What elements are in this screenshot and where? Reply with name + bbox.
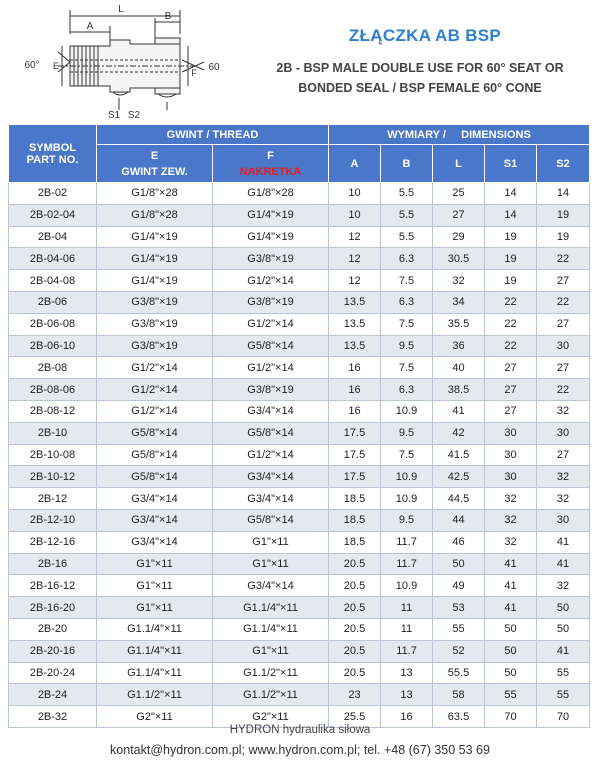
drawing-angle-left: 60°: [24, 60, 40, 71]
cell-thread-f: G1/2"×14: [213, 313, 329, 335]
table-row: [9, 618, 590, 640]
cell-thread-f: G1"×11: [213, 553, 329, 575]
cell-dim-s1: 50: [485, 640, 537, 662]
cell-thread-e: G1"×11: [97, 575, 213, 597]
cell-dim-a: 13.5: [329, 291, 381, 313]
cell-thread-e: G1/8"×28: [97, 204, 213, 226]
page-title: ZŁĄCZKA AB BSP: [348, 26, 502, 45]
cell-dim-l: 41.5: [433, 444, 485, 466]
cell-dim-l: 46: [433, 531, 485, 553]
cell-thread-e: G1.1/4"×11: [97, 662, 213, 684]
cell-dim-b: 16: [381, 706, 433, 728]
table-row: [9, 291, 590, 313]
cell-dim-a: 12: [329, 270, 381, 292]
cell-dim-s2: 27: [537, 270, 590, 292]
cell-dim-b: 9.5: [381, 335, 433, 357]
header-symbol: SYMBOL PART NO.: [9, 125, 97, 183]
cell-symbol: 2B-10-08: [9, 444, 97, 466]
cell-dim-s2: 30: [537, 422, 590, 444]
cell-thread-f: G5/8"×14: [213, 335, 329, 357]
cell-symbol: 2B-06: [9, 291, 97, 313]
cell-thread-e: G1/4"×19: [97, 226, 213, 248]
cell-thread-e: G1.1/4"×11: [97, 618, 213, 640]
cell-symbol: 2B-06-08: [9, 313, 97, 335]
cell-thread-e: G2"×11: [97, 706, 213, 728]
cell-thread-e: G3/4"×14: [97, 531, 213, 553]
table-row: [9, 400, 590, 422]
cell-symbol: 2B-16-12: [9, 575, 97, 597]
cell-thread-f: G1/2"×14: [213, 357, 329, 379]
cell-dim-a: 18.5: [329, 531, 381, 553]
cell-dim-a: 20.5: [329, 597, 381, 619]
cell-thread-e: G1"×11: [97, 553, 213, 575]
cell-dim-b: 10.9: [381, 466, 433, 488]
cell-dim-s2: 19: [537, 226, 590, 248]
table-row: [9, 662, 590, 684]
cell-thread-f: G1.1/4"×11: [213, 618, 329, 640]
cell-thread-f: G1.1/2"×11: [213, 662, 329, 684]
cell-dim-l: 50: [433, 553, 485, 575]
cell-thread-f: G3/4"×14: [213, 466, 329, 488]
header-s1: S1: [485, 145, 537, 183]
cell-thread-e: G1.1/2"×11: [97, 684, 213, 706]
drawing-label-b: B: [164, 11, 172, 22]
footer-company: HYDRON hydraulika siłowa: [229, 724, 371, 736]
drawing-angle-right: 60: [208, 62, 220, 73]
cell-thread-e: G1/2"×14: [97, 400, 213, 422]
drawing-label-f: F: [191, 68, 197, 78]
cell-thread-f: G5/8"×14: [213, 422, 329, 444]
cell-dim-b: 9.5: [381, 509, 433, 531]
table-row: [9, 466, 590, 488]
table-row: [9, 204, 590, 226]
cell-dim-s1: 70: [485, 706, 537, 728]
cell-dim-s1: 30: [485, 444, 537, 466]
cell-dim-b: 7.5: [381, 444, 433, 466]
drawing-label-l: L: [118, 4, 124, 15]
cell-thread-e: G3/4"×14: [97, 509, 213, 531]
cell-thread-e: G5/8"×14: [97, 466, 213, 488]
cell-thread-f: G1/2"×14: [213, 444, 329, 466]
cell-dim-l: 36: [433, 335, 485, 357]
drawing-label-e: E: [52, 61, 60, 71]
cell-dim-b: 13: [381, 662, 433, 684]
cell-dim-a: 13.5: [329, 313, 381, 335]
cell-dim-s2: 32: [537, 400, 590, 422]
cell-dim-s1: 30: [485, 422, 537, 444]
cell-dim-s2: 32: [537, 466, 590, 488]
cell-dim-l: 44.5: [433, 488, 485, 510]
cell-dim-b: 7.5: [381, 313, 433, 335]
cell-dim-s1: 27: [485, 379, 537, 401]
cell-dim-s2: 22: [537, 248, 590, 270]
cell-thread-f: G1/2"×14: [213, 270, 329, 292]
cell-dim-s2: 22: [537, 291, 590, 313]
cell-symbol: 2B-24: [9, 684, 97, 706]
cell-symbol: 2B-20: [9, 618, 97, 640]
cell-dim-l: 58: [433, 684, 485, 706]
cell-dim-s2: 22: [537, 379, 590, 401]
cell-dim-s2: 14: [537, 183, 590, 205]
cell-thread-f: G3/4"×14: [213, 400, 329, 422]
cell-dim-l: 53: [433, 597, 485, 619]
header-b: B: [381, 145, 433, 183]
cell-dim-b: 11.7: [381, 640, 433, 662]
cell-dim-s2: 70: [537, 706, 590, 728]
cell-symbol: 2B-20-16: [9, 640, 97, 662]
cell-dim-b: 6.3: [381, 291, 433, 313]
cell-thread-f: G2"×11: [213, 706, 329, 728]
cell-symbol: 2B-08-06: [9, 379, 97, 401]
table-row: [9, 597, 590, 619]
cell-dim-l: 25: [433, 183, 485, 205]
table-row: [9, 509, 590, 531]
cell-symbol: 2B-20-24: [9, 662, 97, 684]
table-body: [9, 183, 590, 728]
table-row: [9, 422, 590, 444]
cell-dim-s2: 30: [537, 509, 590, 531]
cell-dim-l: 52: [433, 640, 485, 662]
cell-dim-a: 16: [329, 400, 381, 422]
cell-dim-s1: 32: [485, 531, 537, 553]
cell-dim-l: 41: [433, 400, 485, 422]
cell-thread-e: G5/8"×14: [97, 444, 213, 466]
cell-thread-f: G1/4"×19: [213, 204, 329, 226]
page-subtitle: [250, 58, 590, 98]
cell-dim-l: 44: [433, 509, 485, 531]
cell-dim-s2: 41: [537, 531, 590, 553]
cell-thread-e: G1"×11: [97, 597, 213, 619]
cell-dim-s1: 14: [485, 183, 537, 205]
cell-dim-s1: 55: [485, 684, 537, 706]
cell-dim-a: 12: [329, 248, 381, 270]
table-row: [9, 313, 590, 335]
drawing-label-s2: S2: [127, 110, 141, 120]
cell-dim-s2: 32: [537, 575, 590, 597]
cell-dim-a: 17.5: [329, 466, 381, 488]
cell-thread-e: G3/8"×19: [97, 291, 213, 313]
subtitle-line-2: BONDED SEAL / BSP FEMALE 60° CONE: [298, 81, 542, 95]
cell-dim-l: 35.5: [433, 313, 485, 335]
fitting-drawing: [18, 2, 228, 120]
cell-thread-f: G3/8"×19: [213, 248, 329, 270]
cell-dim-l: 49: [433, 575, 485, 597]
table-row: [9, 335, 590, 357]
cell-dim-s1: 32: [485, 509, 537, 531]
cell-dim-s1: 19: [485, 248, 537, 270]
cell-dim-l: 42.5: [433, 466, 485, 488]
cell-dim-b: 10.9: [381, 575, 433, 597]
cell-dim-s1: 41: [485, 597, 537, 619]
cell-dim-s1: 22: [485, 291, 537, 313]
cell-dim-s2: 55: [537, 662, 590, 684]
cell-dim-b: 9.5: [381, 422, 433, 444]
cell-dim-b: 11.7: [381, 553, 433, 575]
cell-dim-b: 10.9: [381, 400, 433, 422]
cell-dim-b: 11: [381, 597, 433, 619]
cell-thread-e: G5/8"×14: [97, 422, 213, 444]
cell-dim-l: 27: [433, 204, 485, 226]
cell-dim-b: 10.9: [381, 488, 433, 510]
cell-thread-f: G1.1/4"×11: [213, 597, 329, 619]
cell-dim-s1: 50: [485, 618, 537, 640]
cell-dim-l: 38.5: [433, 379, 485, 401]
table-row: [9, 488, 590, 510]
cell-thread-f: G1"×11: [213, 531, 329, 553]
cell-dim-s2: 32: [537, 488, 590, 510]
header-l: L: [433, 145, 485, 183]
cell-thread-e: G1/2"×14: [97, 379, 213, 401]
cell-thread-f: G1/4"×19: [213, 226, 329, 248]
table-row: [9, 553, 590, 575]
cell-dim-l: 42: [433, 422, 485, 444]
cell-dim-b: 7.5: [381, 270, 433, 292]
cell-thread-f: G5/8"×14: [213, 509, 329, 531]
cell-dim-a: 20.5: [329, 618, 381, 640]
cell-thread-e: G3/8"×19: [97, 335, 213, 357]
cell-symbol: 2B-04-06: [9, 248, 97, 270]
cell-dim-a: 18.5: [329, 488, 381, 510]
header-e: E GWINT ZEW.: [97, 145, 213, 183]
cell-dim-l: 30.5: [433, 248, 485, 270]
table-row: [9, 379, 590, 401]
cell-dim-a: 16: [329, 357, 381, 379]
cell-thread-e: G1/8"×28: [97, 183, 213, 205]
cell-symbol: 2B-12-16: [9, 531, 97, 553]
cell-dim-b: 6.3: [381, 379, 433, 401]
cell-thread-f: G3/8"×19: [213, 379, 329, 401]
table-row: [9, 226, 590, 248]
table-row: [9, 248, 590, 270]
cell-dim-a: 20.5: [329, 662, 381, 684]
cell-symbol: 2B-04: [9, 226, 97, 248]
cell-dim-l: 29: [433, 226, 485, 248]
cell-thread-e: G3/4"×14: [97, 488, 213, 510]
cell-thread-f: G3/8"×19: [213, 291, 329, 313]
cell-dim-s1: 41: [485, 575, 537, 597]
cell-dim-s1: 19: [485, 226, 537, 248]
cell-dim-s1: 41: [485, 553, 537, 575]
table-row: [9, 444, 590, 466]
table-row: [9, 684, 590, 706]
cell-symbol: 2B-06-10: [9, 335, 97, 357]
cell-dim-a: 13.5: [329, 335, 381, 357]
cell-dim-l: 63.5: [433, 706, 485, 728]
cell-dim-s1: 50: [485, 662, 537, 684]
cell-dim-s1: 22: [485, 313, 537, 335]
cell-symbol: 2B-32: [9, 706, 97, 728]
cell-thread-e: G1/4"×19: [97, 270, 213, 292]
cell-dim-b: 5.5: [381, 226, 433, 248]
cell-dim-l: 32: [433, 270, 485, 292]
cell-thread-e: G1/4"×19: [97, 248, 213, 270]
cell-dim-b: 11: [381, 618, 433, 640]
cell-symbol: 2B-10-12: [9, 466, 97, 488]
header-dimensions: WYMIARY / DIMENSIONS: [329, 125, 590, 145]
cell-dim-a: 10: [329, 204, 381, 226]
cell-dim-a: 20.5: [329, 640, 381, 662]
cell-dim-a: 20.5: [329, 553, 381, 575]
cell-dim-s1: 32: [485, 488, 537, 510]
cell-dim-l: 40: [433, 357, 485, 379]
cell-dim-s2: 55: [537, 684, 590, 706]
dimensions-table: [8, 124, 590, 728]
cell-dim-s1: 27: [485, 400, 537, 422]
cell-dim-s2: 27: [537, 313, 590, 335]
cell-dim-a: 10: [329, 183, 381, 205]
cell-symbol: 2B-02: [9, 183, 97, 205]
cell-dim-l: 55.5: [433, 662, 485, 684]
cell-dim-b: 6.3: [381, 248, 433, 270]
cell-symbol: 2B-16-20: [9, 597, 97, 619]
cell-dim-b: 5.5: [381, 204, 433, 226]
cell-dim-s2: 41: [537, 640, 590, 662]
cell-dim-s2: 50: [537, 618, 590, 640]
cell-dim-a: 25.5: [329, 706, 381, 728]
table-row: [9, 575, 590, 597]
header-a: A: [329, 145, 381, 183]
drawing-label-s1: S1: [107, 110, 121, 120]
cell-thread-f: G3/4"×14: [213, 575, 329, 597]
cell-dim-a: 17.5: [329, 444, 381, 466]
cell-dim-s1: 27: [485, 357, 537, 379]
header-thread: GWINT / THREAD: [97, 125, 329, 145]
cell-symbol: 2B-16: [9, 553, 97, 575]
cell-thread-f: G1.1/2"×11: [213, 684, 329, 706]
cell-dim-s1: 19: [485, 270, 537, 292]
cell-dim-s2: 50: [537, 597, 590, 619]
cell-thread-f: G3/4"×14: [213, 488, 329, 510]
cell-thread-e: G1/2"×14: [97, 357, 213, 379]
table-row: [9, 357, 590, 379]
cell-dim-s1: 22: [485, 335, 537, 357]
cell-thread-f: G1/8"×28: [213, 183, 329, 205]
footer-contact: kontakt@hydron.com.pl; www.hydron.com.pl; tel. +48 (67) 350 53 69: [110, 743, 490, 757]
cell-dim-a: 18.5: [329, 509, 381, 531]
table-row: [9, 531, 590, 553]
cell-dim-a: 16: [329, 379, 381, 401]
cell-thread-f: G1"×11: [213, 640, 329, 662]
header-s2: S2: [537, 145, 590, 183]
cell-dim-b: 5.5: [381, 183, 433, 205]
cell-dim-b: 13: [381, 684, 433, 706]
subtitle-line-1: 2B - BSP MALE DOUBLE USE FOR 60° SEAT OR: [276, 61, 564, 75]
header-f: F NAKRETKA: [213, 145, 329, 183]
cell-dim-s2: 41: [537, 553, 590, 575]
cell-symbol: 2B-02-04: [9, 204, 97, 226]
cell-thread-e: G1.1/4"×11: [97, 640, 213, 662]
cell-dim-s2: 30: [537, 335, 590, 357]
cell-symbol: 2B-04-08: [9, 270, 97, 292]
cell-dim-a: 20.5: [329, 575, 381, 597]
cell-symbol: 2B-12: [9, 488, 97, 510]
table-row: [9, 640, 590, 662]
cell-dim-a: 17.5: [329, 422, 381, 444]
cell-dim-s1: 14: [485, 204, 537, 226]
cell-symbol: 2B-08-12: [9, 400, 97, 422]
cell-dim-b: 11.7: [381, 531, 433, 553]
cell-dim-l: 34: [433, 291, 485, 313]
cell-dim-s2: 27: [537, 357, 590, 379]
cell-symbol: 2B-10: [9, 422, 97, 444]
cell-dim-l: 55: [433, 618, 485, 640]
cell-dim-s2: 19: [537, 204, 590, 226]
drawing-label-a: A: [86, 21, 94, 32]
table-row: [9, 270, 590, 292]
cell-dim-b: 7.5: [381, 357, 433, 379]
cell-symbol: 2B-08: [9, 357, 97, 379]
cell-thread-e: G3/8"×19: [97, 313, 213, 335]
cell-dim-s2: 27: [537, 444, 590, 466]
cell-dim-a: 12: [329, 226, 381, 248]
cell-dim-a: 23: [329, 684, 381, 706]
cell-dim-s1: 30: [485, 466, 537, 488]
cell-symbol: 2B-12-10: [9, 509, 97, 531]
table-row: [9, 183, 590, 205]
